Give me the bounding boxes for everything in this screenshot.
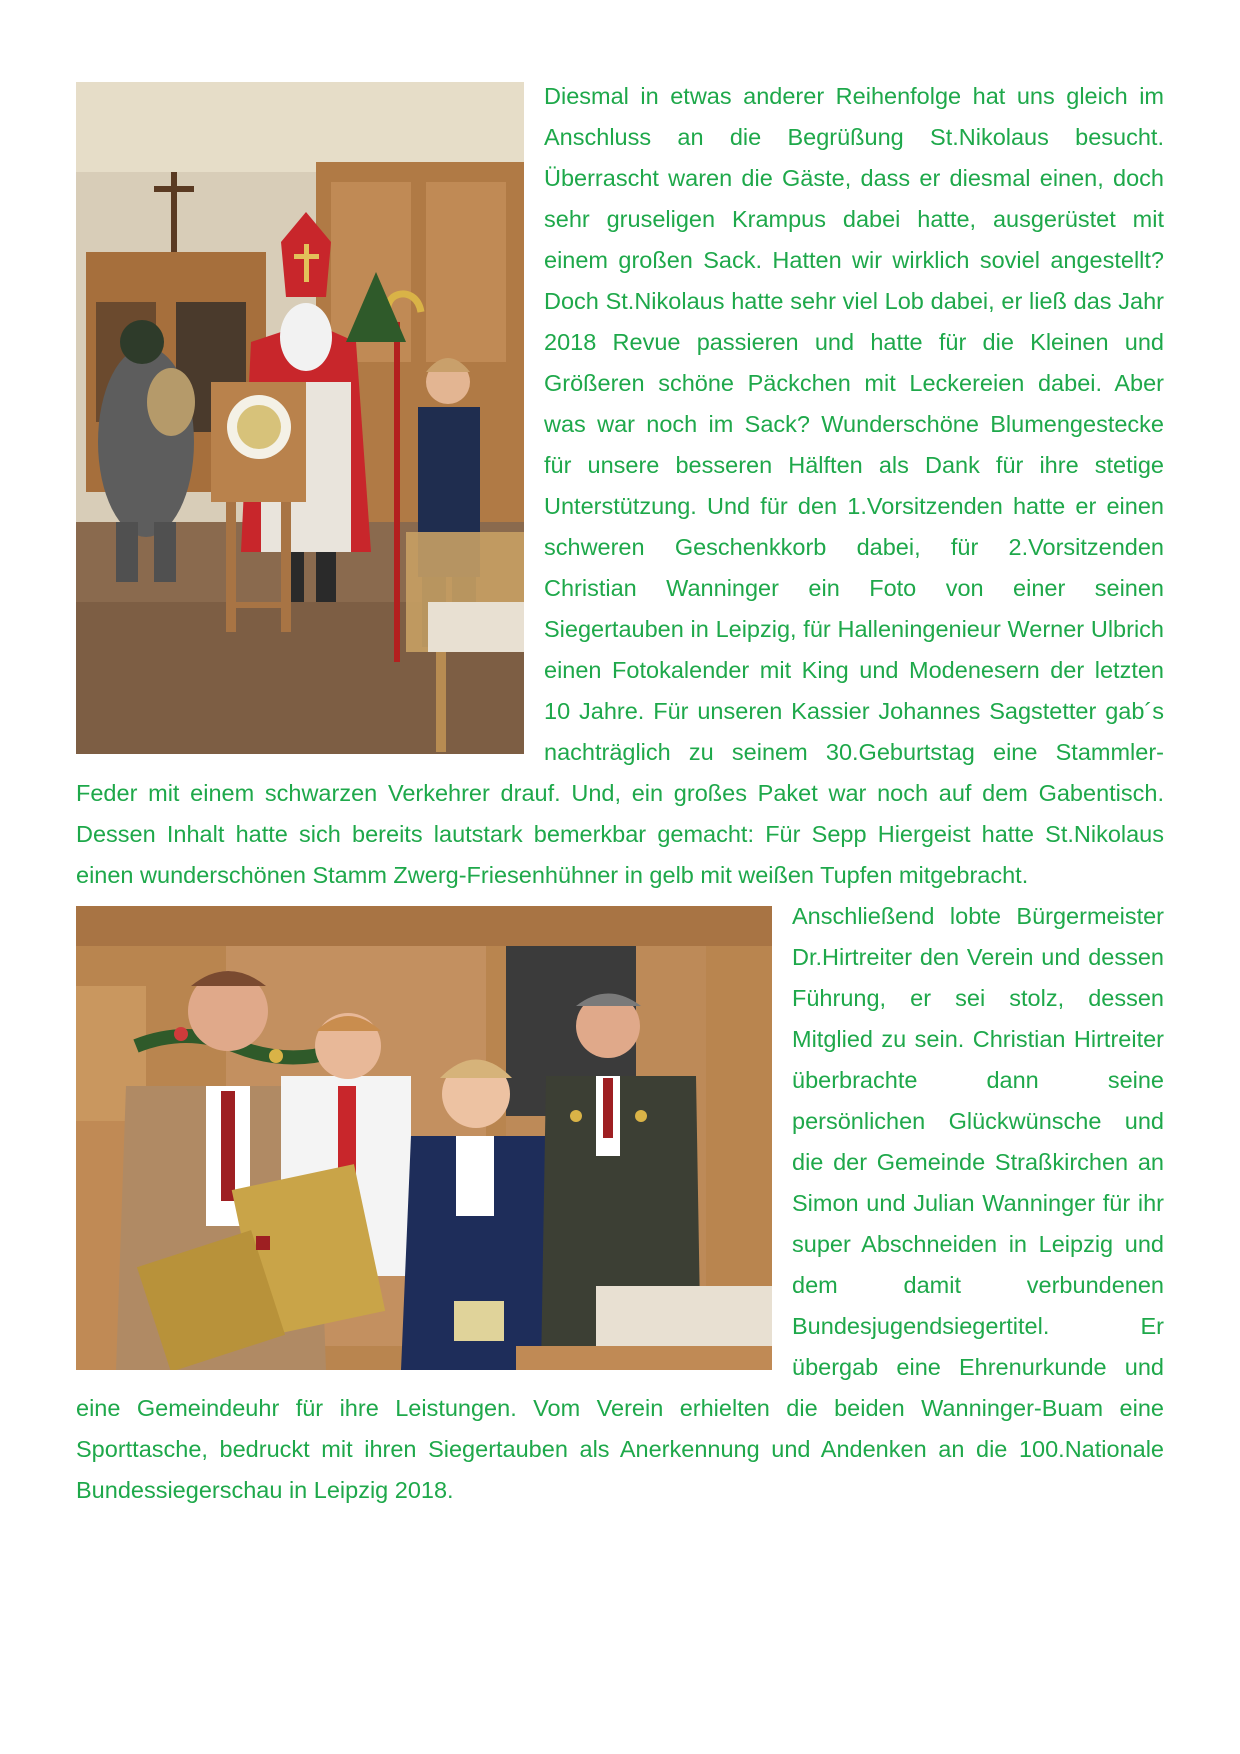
photo-nikolaus-krampus [76, 82, 524, 754]
document-page [76, 76, 1164, 1511]
photo-award-ceremony-image [76, 906, 772, 1370]
photo-award-ceremony [76, 906, 772, 1370]
photo-nikolaus-krampus-image [76, 82, 524, 754]
paragraph-mayor-congratulations: Anschließend lobte Bürgermeister Dr.Hirtreiter den Verein und dessen Führung, er sei stolz, dessen Mitglied zu sein. Christian Hirtreiter überbrachte dann seine persönlichen Glückwünsche und die der Gemeinde Straßkirchen an Simon und Julian Wanninger für ihr super Abschneiden in Leipzig und dem damit verbundenen Bundesjugendsiegertitel. Er übergab eine Ehrenurkunde und eine Gemeindeuhr für ihre Leistungen. Vom Verein erhielten die beiden Wanninger-Buam eine Sporttasche, bedruckt mit ihren Siegertauben als Anerkennung und Andenken an die 100.Nationale Bundessiegerschau in Leipzig 2018. [76, 903, 1164, 1503]
paragraph-nikolaus-visit: Diesmal in etwas anderer Reihenfolge hat uns gleich im Anschluss an die Begrüßung St.Nikolaus besucht. Überrascht waren die Gäste, dass er diesmal einen, doch sehr gruseligen Krampus dabei hatte, ausgerüstet mit einem großen Sack. Hatten wir wirklich soviel angestellt? Doch St.Nikolaus hatte sehr viel Lob dabei, er ließ das Jahr 2018 Revue passieren und hatte für die Kleinen und Größeren schöne Päckchen mit Leckereien dabei. Aber was war noch im Sack? Wunderschöne Blumengestecke für unsere besseren Hälften als Dank für ihre stetige Unterstützung. Und für den 1.Vorsitzenden hatte er einen schweren Geschenkkorb dabei, für 2.Vorsitzenden Christian Wanninger ein Foto von einer seinen Siegertauben in Leipzig, für Halleningenieur Werner Ulbrich einen Fotokalender mit King und Modenesern der letzten 10 Jahre. Für unseren Kassier Johannes Sagstetter gab´s nachträglich zu seinem 30.Geburtstag eine Stammler-Feder mit einem schwarzen Verkehrer drauf. Und, ein großes Paket war noch auf dem Gabentisch. Dessen Inhalt hatte sich bereits lautstark bemerkbar gemacht: Für Sepp Hiergeist hatte St.Nikolaus einen wunderschönen Stamm Zwerg-Friesenhühner in gelb mit weißen Tupfen mitgebracht. [76, 83, 1164, 888]
